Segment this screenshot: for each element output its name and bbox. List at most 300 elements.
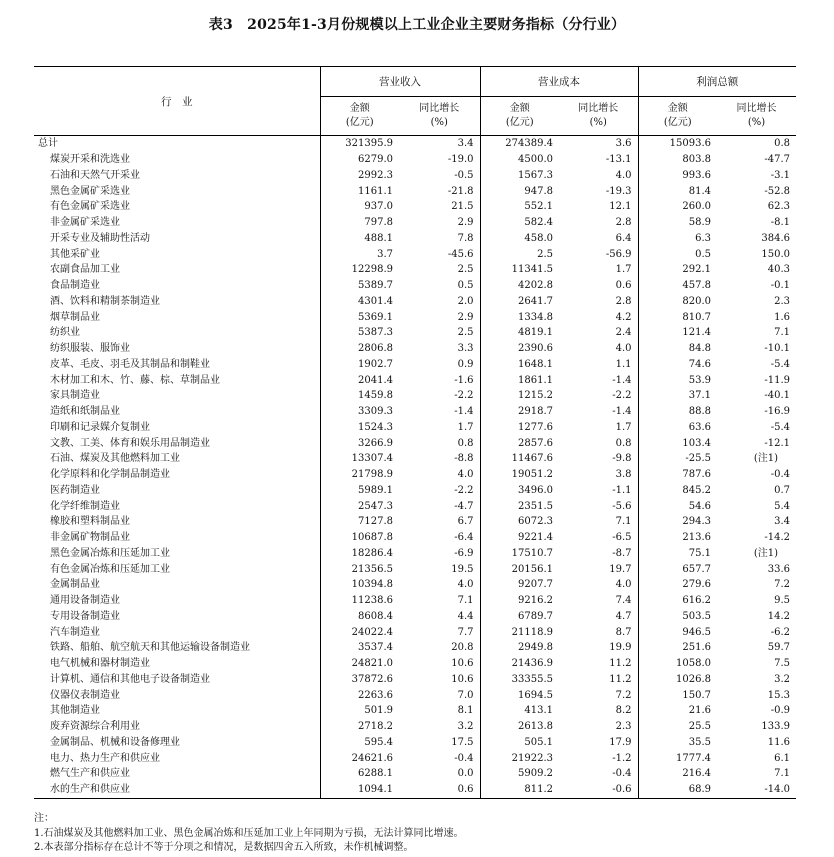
revenue-amount-cell: 7127.8 bbox=[320, 514, 399, 530]
revenue-amount-cell: 6288.1 bbox=[320, 766, 399, 782]
revenue-growth-cell: 0.9 bbox=[457, 358, 474, 370]
profit-growth-cell: 7.5 bbox=[774, 658, 790, 670]
profit-amount-cell: 787.6 bbox=[638, 467, 717, 483]
revenue-amount-cell: 937.0 bbox=[320, 199, 399, 215]
note-2: 2.本表部分指标存在总计不等于分项之和情况，是数据四舍五入所致，未作机械调整。 bbox=[34, 842, 414, 853]
cost-growth-cell: 1.7 bbox=[615, 264, 632, 276]
industry-header: 行 业 bbox=[34, 67, 320, 136]
profit-amount-cell: 946.5 bbox=[638, 624, 717, 640]
cost-amount-header: 金额 (亿元) bbox=[480, 97, 559, 136]
cost-amount-cell: 1861.1 bbox=[480, 372, 559, 388]
revenue-growth-cell: 0.0 bbox=[457, 768, 474, 780]
revenue-growth-cell: 7.1 bbox=[457, 595, 474, 607]
cost-growth-cell: 1.7 bbox=[615, 421, 632, 433]
cost-amount-cell: 2918.7 bbox=[480, 404, 559, 420]
cost-growth-cell: 8.2 bbox=[615, 705, 632, 717]
profit-growth-cell: -11.9 bbox=[764, 374, 790, 386]
cost-amount-cell: 9216.2 bbox=[480, 593, 559, 609]
profit-growth-cell: 7.2 bbox=[774, 579, 790, 591]
table-row bbox=[34, 498, 796, 514]
revenue-growth-cell: 2.0 bbox=[457, 295, 474, 307]
profit-amount-cell: 213.6 bbox=[638, 530, 717, 546]
cost-amount-cell: 1567.3 bbox=[480, 168, 559, 184]
industry-name-cell: 通用设备制造业 bbox=[50, 595, 120, 607]
revenue-amount-cell: 1524.3 bbox=[320, 420, 399, 436]
table-row bbox=[34, 624, 796, 640]
profit-amount-cell: 1777.4 bbox=[638, 750, 717, 766]
revenue-growth-cell: 2.9 bbox=[457, 217, 474, 229]
profit-growth-cell: -14.0 bbox=[717, 782, 796, 798]
table-row bbox=[34, 183, 796, 199]
revenue-growth-cell: -1.6 bbox=[454, 374, 474, 386]
revenue-growth-cell: -0.5 bbox=[454, 169, 474, 181]
industry-name-cell: 造纸和纸制品业 bbox=[50, 406, 120, 418]
profit-amount-cell: 63.6 bbox=[638, 420, 717, 436]
table-row bbox=[34, 246, 796, 262]
profit-growth-cell: -0.9 bbox=[770, 705, 790, 717]
industry-name-cell: 石油、煤炭及其他燃料加工业 bbox=[50, 453, 180, 465]
profit-growth-cell: 7.1 bbox=[774, 327, 790, 339]
table-row bbox=[34, 420, 796, 436]
industry-name-cell: 木材加工和木、竹、藤、棕、草制品业 bbox=[50, 374, 220, 386]
table-row bbox=[34, 640, 796, 656]
cost-growth-cell: -5.6 bbox=[612, 500, 632, 512]
cost-amount-cell: 2641.7 bbox=[480, 294, 559, 310]
industry-name-cell: 农副食品加工业 bbox=[50, 264, 120, 276]
revenue-amount-cell: 1094.1 bbox=[320, 782, 399, 798]
industry-name-cell: 化学纤维制造业 bbox=[50, 500, 120, 512]
profit-growth-cell: -14.2 bbox=[764, 532, 790, 544]
table-row bbox=[34, 388, 796, 404]
cost-growth-cell: 4.7 bbox=[615, 610, 632, 622]
profit-growth-cell: -8.1 bbox=[770, 217, 790, 229]
revenue-amount-cell: 6279.0 bbox=[320, 152, 399, 168]
revenue-growth-cell: -2.2 bbox=[454, 390, 474, 402]
revenue-growth-cell: -1.4 bbox=[454, 406, 474, 418]
cost-amount-cell: 274389.4 bbox=[480, 136, 559, 152]
revenue-amount-cell: 10394.8 bbox=[320, 577, 399, 593]
table-title: 表3 2025年1-3月份规模以上工业企业主要财务指标（分行业） bbox=[208, 17, 626, 33]
revenue-amount-cell: 10687.8 bbox=[320, 530, 399, 546]
profit-amount-cell: 216.4 bbox=[638, 766, 717, 782]
cost-growth-cell: 7.1 bbox=[615, 516, 632, 528]
profit-growth-cell: 133.9 bbox=[761, 721, 790, 733]
cost-growth-cell: 11.2 bbox=[609, 658, 632, 670]
profit-growth-header: 同比增长 (%) bbox=[717, 97, 796, 136]
table-row bbox=[34, 703, 796, 719]
industry-name-cell: 家具制造业 bbox=[50, 390, 100, 402]
revenue-amount-cell: 3309.3 bbox=[320, 404, 399, 420]
table-row bbox=[34, 309, 796, 325]
profit-amount-cell: 54.6 bbox=[638, 498, 717, 514]
industry-name-cell: 皮革、毛皮、羽毛及其制品和制鞋业 bbox=[50, 358, 210, 370]
notes-heading: 注： bbox=[34, 813, 54, 824]
profit-growth-cell: 9.5 bbox=[774, 595, 790, 607]
cost-amount-cell: 1215.2 bbox=[480, 388, 559, 404]
cost-amount-cell: 4500.0 bbox=[480, 152, 559, 168]
table-row bbox=[34, 483, 796, 499]
cost-amount-cell: 19051.2 bbox=[480, 467, 559, 483]
cost-amount-cell: 5909.2 bbox=[480, 766, 559, 782]
table-row bbox=[34, 467, 796, 483]
revenue-amount-cell: 488.1 bbox=[320, 231, 399, 247]
revenue-growth-cell: 7.8 bbox=[457, 232, 474, 244]
revenue-growth-cell: 0.5 bbox=[457, 280, 474, 292]
revenue-amount-cell: 321395.9 bbox=[320, 136, 399, 152]
profit-growth-cell: -6.2 bbox=[770, 626, 790, 638]
revenue-amount-cell: 4301.4 bbox=[320, 294, 399, 310]
revenue-header: 营业收入 bbox=[320, 67, 480, 97]
cost-amount-cell: 33355.5 bbox=[480, 672, 559, 688]
industry-name-cell: 橡胶和塑料制品业 bbox=[50, 516, 130, 528]
cost-growth-cell: 6.4 bbox=[615, 232, 632, 244]
industry-name-cell: 印刷和记录媒介复制业 bbox=[50, 421, 150, 433]
industry-name-cell: 煤炭开采和洗选业 bbox=[50, 154, 130, 166]
profit-growth-cell: -3.1 bbox=[770, 169, 790, 181]
revenue-amount-cell: 797.8 bbox=[320, 215, 399, 231]
financial-indicators-table bbox=[34, 66, 796, 799]
profit-growth-cell: -16.9 bbox=[764, 406, 790, 418]
cost-growth-cell: -0.4 bbox=[612, 768, 632, 780]
cost-growth-cell: -1.4 bbox=[612, 406, 632, 418]
profit-amount-cell: 35.5 bbox=[638, 735, 717, 751]
cost-amount-cell: 1277.6 bbox=[480, 420, 559, 436]
revenue-amount-cell: 37872.6 bbox=[320, 672, 399, 688]
industry-name-cell: 铁路、船舶、航空航天和其他运输设备制造业 bbox=[50, 642, 250, 654]
profit-amount-cell: 103.4 bbox=[638, 435, 717, 451]
cost-growth-cell: 19.9 bbox=[609, 642, 632, 654]
table-row bbox=[34, 325, 796, 341]
revenue-amount-cell: 12298.9 bbox=[320, 262, 399, 278]
revenue-growth-cell: -6.4 bbox=[454, 532, 474, 544]
cost-growth-cell: 12.1 bbox=[609, 201, 632, 213]
note-1: 1.石油煤炭及其他燃料加工业、黑色金属冶炼和压延加工业上年同期为亏损，无法计算同比增速。 bbox=[34, 827, 464, 839]
industry-name-cell: 水的生产和供应业 bbox=[34, 782, 320, 798]
profit-amount-cell: 1058.0 bbox=[638, 656, 717, 672]
industry-name-cell: 开采专业及辅助性活动 bbox=[50, 232, 150, 244]
industry-name-cell: 金属制品业 bbox=[50, 579, 100, 591]
revenue-growth-cell: -2.2 bbox=[454, 484, 474, 496]
table-row bbox=[34, 577, 796, 593]
profit-growth-cell: (注1) bbox=[753, 547, 778, 559]
cost-growth-cell: -6.5 bbox=[612, 532, 632, 544]
revenue-growth-cell: 2.5 bbox=[457, 264, 474, 276]
cost-amount-cell: 1648.1 bbox=[480, 357, 559, 373]
table-row bbox=[34, 561, 796, 577]
table-row bbox=[34, 136, 796, 152]
profit-amount-cell: 260.0 bbox=[638, 199, 717, 215]
industry-name-cell: 金属制品、机械和设备修理业 bbox=[50, 736, 180, 748]
profit-amount-cell: 803.8 bbox=[638, 152, 717, 168]
cost-amount-cell: 21922.3 bbox=[480, 750, 559, 766]
profit-growth-cell: -5.4 bbox=[770, 358, 790, 370]
table-row bbox=[34, 609, 796, 625]
revenue-growth-cell: -8.8 bbox=[454, 453, 474, 465]
profit-amount-cell: 810.7 bbox=[638, 309, 717, 325]
table-notes bbox=[34, 812, 824, 856]
profit-amount-cell: 121.4 bbox=[638, 325, 717, 341]
table-row bbox=[34, 372, 796, 388]
table-row bbox=[34, 262, 796, 278]
cost-growth-cell: 2.4 bbox=[615, 327, 632, 339]
table-row bbox=[34, 530, 796, 546]
industry-name-cell: 黑色金属矿采选业 bbox=[50, 185, 130, 197]
cost-growth-cell: 4.0 bbox=[615, 343, 632, 355]
industry-name-cell: 食品制造业 bbox=[50, 280, 100, 292]
cost-growth-cell: 2.3 bbox=[615, 721, 632, 733]
industry-name-cell: 化学原料和化学制品制造业 bbox=[50, 469, 170, 481]
cost-amount-cell: 2390.6 bbox=[480, 341, 559, 357]
cost-growth-cell: 4.2 bbox=[615, 311, 632, 323]
cost-amount-cell: 458.0 bbox=[480, 231, 559, 247]
cost-growth-cell: 1.1 bbox=[615, 358, 632, 370]
profit-amount-cell: 0.5 bbox=[638, 246, 717, 262]
cost-growth-cell: -13.1 bbox=[605, 154, 632, 166]
profit-amount-cell: 820.0 bbox=[638, 294, 717, 310]
table-row bbox=[34, 168, 796, 184]
industry-name-cell: 非金属矿采选业 bbox=[50, 217, 120, 229]
revenue-amount-cell: 1459.8 bbox=[320, 388, 399, 404]
table-row bbox=[34, 294, 796, 310]
cost-growth-cell: 0.6 bbox=[615, 280, 632, 292]
profit-amount-cell: 292.1 bbox=[638, 262, 717, 278]
cost-amount-cell: 947.8 bbox=[480, 183, 559, 199]
profit-amount-cell: 993.6 bbox=[638, 168, 717, 184]
revenue-amount-cell: 5989.1 bbox=[320, 483, 399, 499]
profit-amount-cell: 53.9 bbox=[638, 372, 717, 388]
profit-amount-cell: 616.2 bbox=[638, 593, 717, 609]
table-row bbox=[34, 357, 796, 373]
industry-name-cell: 黑色金属冶炼和压延加工业 bbox=[50, 547, 170, 559]
table-row bbox=[34, 451, 796, 467]
cost-growth-cell: -9.8 bbox=[612, 453, 632, 465]
industry-name-cell: 燃气生产和供应业 bbox=[50, 768, 130, 780]
profit-growth-cell: 6.1 bbox=[774, 752, 790, 764]
revenue-growth-cell: 19.5 bbox=[451, 563, 474, 575]
profit-growth-cell: -0.4 bbox=[770, 469, 790, 481]
table-row bbox=[34, 672, 796, 688]
industry-name-cell: 有色金属冶炼和压延加工业 bbox=[50, 563, 170, 575]
profit-amount-cell: 81.4 bbox=[638, 183, 717, 199]
revenue-amount-cell: 3537.4 bbox=[320, 640, 399, 656]
profit-amount-cell: -25.5 bbox=[638, 451, 717, 467]
revenue-amount-cell: 5389.7 bbox=[320, 278, 399, 294]
profit-growth-cell: 15.3 bbox=[767, 689, 790, 701]
cost-amount-cell: 4819.1 bbox=[480, 325, 559, 341]
revenue-growth-cell: 4.0 bbox=[457, 469, 474, 481]
revenue-growth-cell: 17.5 bbox=[451, 736, 474, 748]
profit-growth-cell: (注1) bbox=[753, 453, 778, 465]
table-row bbox=[34, 687, 796, 703]
cost-growth-cell: 4.0 bbox=[615, 169, 632, 181]
revenue-amount-cell: 24022.4 bbox=[320, 624, 399, 640]
table-row bbox=[34, 593, 796, 609]
revenue-growth-cell: 4.0 bbox=[457, 579, 474, 591]
table-row bbox=[34, 152, 796, 168]
cost-amount-cell: 2949.8 bbox=[480, 640, 559, 656]
revenue-growth-cell: -6.9 bbox=[454, 547, 474, 559]
revenue-growth-cell: 3.2 bbox=[457, 721, 474, 733]
profit-amount-cell: 75.1 bbox=[638, 546, 717, 562]
cost-amount-cell: 11341.5 bbox=[480, 262, 559, 278]
revenue-growth-cell: -0.4 bbox=[454, 752, 474, 764]
revenue-growth-cell: 6.7 bbox=[457, 516, 474, 528]
revenue-growth-cell: 10.6 bbox=[451, 658, 474, 670]
industry-name-cell: 纺织业 bbox=[50, 327, 80, 339]
revenue-amount-cell: 3266.9 bbox=[320, 435, 399, 451]
profit-growth-cell: 59.7 bbox=[767, 642, 790, 654]
cost-amount-cell: 11467.6 bbox=[480, 451, 559, 467]
revenue-growth-cell: -21.8 bbox=[447, 185, 474, 197]
profit-growth-cell: 150.0 bbox=[761, 248, 790, 260]
revenue-growth-cell: 3.3 bbox=[457, 343, 474, 355]
cost-amount-cell: 20156.1 bbox=[480, 561, 559, 577]
profit-amount-cell: 251.6 bbox=[638, 640, 717, 656]
revenue-amount-cell: 2041.4 bbox=[320, 372, 399, 388]
cost-amount-cell: 6789.7 bbox=[480, 609, 559, 625]
profit-growth-cell: -52.8 bbox=[764, 185, 790, 197]
profit-amount-cell: 58.9 bbox=[638, 215, 717, 231]
profit-growth-cell: -5.4 bbox=[770, 421, 790, 433]
cost-amount-cell: 9207.7 bbox=[480, 577, 559, 593]
industry-name-cell: 电力、热力生产和供应业 bbox=[50, 752, 160, 764]
profit-amount-cell: 74.6 bbox=[638, 357, 717, 373]
industry-name-cell: 仪器仪表制造业 bbox=[50, 689, 120, 701]
industry-name-cell: 纺织服装、服饰业 bbox=[50, 343, 130, 355]
profit-growth-cell: -12.1 bbox=[764, 437, 790, 449]
profit-amount-cell: 84.8 bbox=[638, 341, 717, 357]
cost-growth-cell: 7.2 bbox=[615, 689, 632, 701]
industry-name-cell: 酒、饮料和精制茶制造业 bbox=[50, 295, 160, 307]
cost-growth-cell: -1.4 bbox=[612, 374, 632, 386]
cost-amount-cell: 21436.9 bbox=[480, 656, 559, 672]
revenue-growth-cell: 4.4 bbox=[457, 610, 474, 622]
revenue-amount-cell: 2992.3 bbox=[320, 168, 399, 184]
revenue-growth-cell: 10.6 bbox=[451, 673, 474, 685]
cost-amount-cell: 2857.6 bbox=[480, 435, 559, 451]
table-row bbox=[34, 404, 796, 420]
cost-amount-cell: 413.1 bbox=[480, 703, 559, 719]
profit-amount-cell: 279.6 bbox=[638, 577, 717, 593]
profit-amount-cell: 1026.8 bbox=[638, 672, 717, 688]
table-row bbox=[34, 435, 796, 451]
profit-amount-cell: 845.2 bbox=[638, 483, 717, 499]
revenue-growth-cell: 21.5 bbox=[451, 201, 474, 213]
table-row bbox=[34, 199, 796, 215]
profit-amount-cell: 6.3 bbox=[638, 231, 717, 247]
cost-growth-cell: 11.2 bbox=[609, 673, 632, 685]
cost-growth-cell: 3.6 bbox=[615, 138, 632, 150]
industry-name-cell: 其他制造业 bbox=[50, 705, 100, 717]
profit-amount-cell: 15093.6 bbox=[638, 136, 717, 152]
profit-growth-cell: 11.6 bbox=[767, 736, 790, 748]
revenue-growth-cell: 1.7 bbox=[457, 421, 474, 433]
cost-growth-cell: 19.7 bbox=[609, 563, 632, 575]
industry-name-cell: 烟草制品业 bbox=[50, 311, 100, 323]
revenue-amount-cell: 2547.3 bbox=[320, 498, 399, 514]
profit-amount-cell: 68.9 bbox=[638, 782, 717, 798]
revenue-amount-cell: 2806.8 bbox=[320, 341, 399, 357]
profit-growth-cell: 5.4 bbox=[774, 500, 790, 512]
cost-amount-cell: 4202.8 bbox=[480, 278, 559, 294]
revenue-growth-header: 同比增长 (%) bbox=[399, 97, 480, 136]
industry-name-cell: 文教、工美、体育和娱乐用品制造业 bbox=[50, 437, 210, 449]
industry-name-cell: 有色金属矿采选业 bbox=[50, 201, 130, 213]
revenue-amount-cell: 24821.0 bbox=[320, 656, 399, 672]
industry-name-cell: 电气机械和器材制造业 bbox=[50, 658, 150, 670]
profit-growth-cell: 7.1 bbox=[774, 768, 790, 780]
cost-amount-cell: 1334.8 bbox=[480, 309, 559, 325]
revenue-amount-cell: 24621.6 bbox=[320, 750, 399, 766]
profit-growth-cell: -10.1 bbox=[764, 343, 790, 355]
table-row bbox=[34, 782, 796, 798]
industry-name-cell: 其他采矿业 bbox=[50, 248, 100, 260]
industry-name-cell: 废弃资源综合利用业 bbox=[50, 721, 140, 733]
industry-name-cell: 汽车制造业 bbox=[50, 626, 100, 638]
cost-growth-cell: 8.7 bbox=[615, 626, 632, 638]
profit-growth-cell: 62.3 bbox=[767, 201, 790, 213]
revenue-growth-cell: 0.6 bbox=[399, 782, 480, 798]
table-row bbox=[34, 278, 796, 294]
cost-growth-cell: 2.8 bbox=[615, 217, 632, 229]
profit-header: 利润总额 bbox=[638, 67, 796, 97]
profit-growth-cell: 40.3 bbox=[767, 264, 790, 276]
cost-amount-cell: 582.4 bbox=[480, 215, 559, 231]
revenue-amount-cell: 3.7 bbox=[320, 246, 399, 262]
cost-amount-cell: 17510.7 bbox=[480, 546, 559, 562]
profit-amount-header: 金额 (亿元) bbox=[638, 97, 717, 136]
revenue-growth-cell: -45.6 bbox=[447, 248, 474, 260]
revenue-growth-cell: 3.4 bbox=[457, 138, 474, 150]
table-body bbox=[34, 136, 796, 799]
cost-growth-cell: 4.0 bbox=[615, 579, 632, 591]
profit-growth-cell: -0.1 bbox=[770, 280, 790, 292]
cost-growth-cell: -8.7 bbox=[612, 547, 632, 559]
revenue-growth-cell: 2.5 bbox=[457, 327, 474, 339]
cost-amount-cell: 3496.0 bbox=[480, 483, 559, 499]
profit-growth-cell: 3.4 bbox=[774, 516, 790, 528]
table-row bbox=[34, 719, 796, 735]
profit-amount-cell: 457.8 bbox=[638, 278, 717, 294]
revenue-amount-cell: 13307.4 bbox=[320, 451, 399, 467]
profit-amount-cell: 503.5 bbox=[638, 609, 717, 625]
cost-growth-cell: -56.9 bbox=[605, 248, 632, 260]
cost-growth-cell: -2.2 bbox=[612, 390, 632, 402]
profit-growth-cell: 0.7 bbox=[774, 484, 790, 496]
cost-amount-cell: 9221.4 bbox=[480, 530, 559, 546]
cost-growth-cell: -0.6 bbox=[559, 782, 638, 798]
profit-growth-cell: 3.2 bbox=[774, 673, 790, 685]
profit-growth-cell: 1.6 bbox=[774, 311, 790, 323]
profit-growth-cell: 0.8 bbox=[774, 138, 790, 150]
table-row bbox=[34, 750, 796, 766]
revenue-amount-cell: 5369.1 bbox=[320, 309, 399, 325]
industry-name-cell: 计算机、通信和其他电子设备制造业 bbox=[50, 673, 210, 685]
cost-amount-cell: 552.1 bbox=[480, 199, 559, 215]
cost-growth-header: 同比增长 (%) bbox=[559, 97, 638, 136]
cost-growth-cell: -19.3 bbox=[605, 185, 632, 197]
revenue-amount-cell: 2263.6 bbox=[320, 687, 399, 703]
cost-growth-cell: -1.1 bbox=[612, 484, 632, 496]
industry-name-cell: 非金属矿物制品业 bbox=[50, 532, 130, 544]
cost-growth-cell: 3.8 bbox=[615, 469, 632, 481]
industry-name-cell: 专用设备制造业 bbox=[50, 610, 120, 622]
revenue-amount-cell: 2718.2 bbox=[320, 719, 399, 735]
table-row bbox=[34, 514, 796, 530]
profit-growth-cell: 384.6 bbox=[761, 232, 790, 244]
profit-growth-cell: 14.2 bbox=[767, 610, 790, 622]
revenue-amount-cell: 21798.9 bbox=[320, 467, 399, 483]
